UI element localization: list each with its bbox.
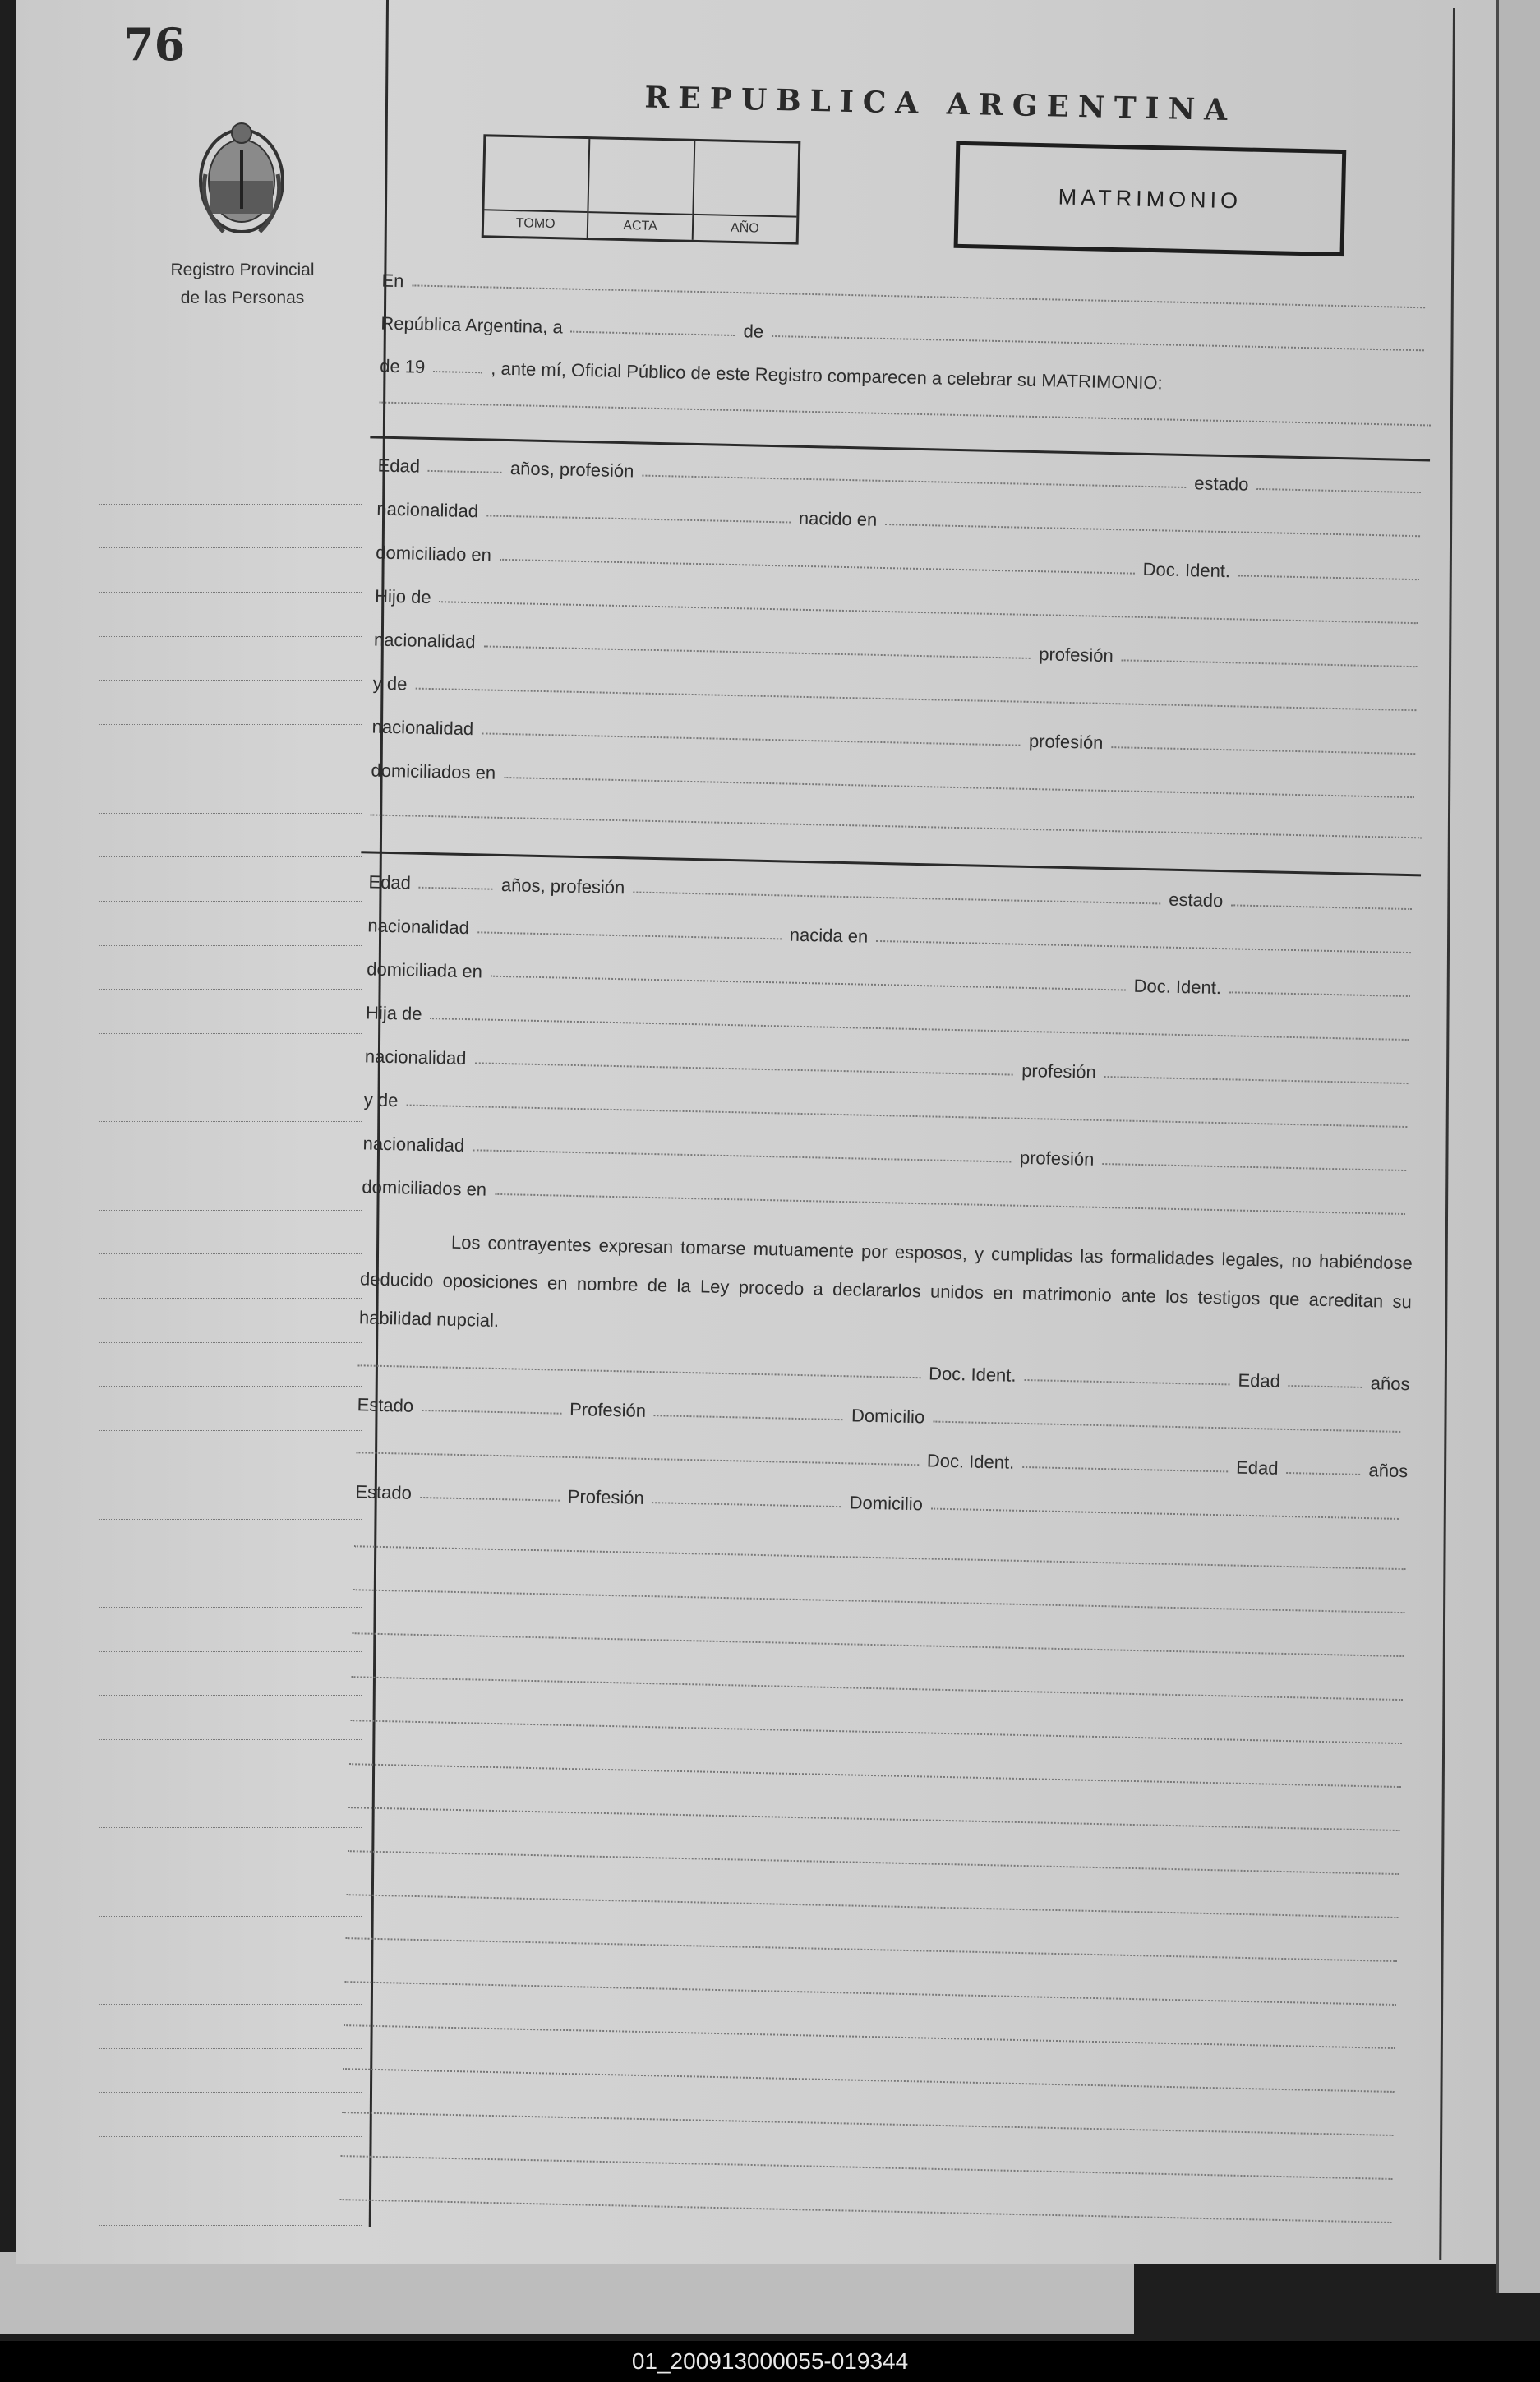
intro-blank-line[interactable] [379,402,1431,427]
bride-address-field[interactable] [491,976,1126,991]
witness1-anos-label: años [1370,1373,1410,1395]
notes-line[interactable] [345,1937,1397,1962]
bride-domiciliados-label: domiciliados en [362,1176,487,1200]
bride-nacionalidad-label: nacionalidad [367,915,470,939]
intro-en-line [381,264,1433,315]
notes-line[interactable] [347,1894,1399,1918]
page-number: 76 [123,18,186,71]
groom-mother-profesion-label: profesión [1028,730,1104,753]
bride-domiciliada-label: domiciliada en [366,958,483,982]
groom-age-field[interactable] [428,470,502,473]
notes-line[interactable] [343,2068,1395,2093]
witness2-doc-field[interactable] [1022,1466,1228,1472]
groom-domiciliados-label: domiciliados en [371,759,496,783]
coat-of-arms-seal [191,117,293,240]
bride-mother-nationality-line [362,1126,1414,1177]
witness2-name-field[interactable] [356,1452,918,1466]
month-field[interactable] [772,335,1424,351]
facing-page-edge [1496,0,1540,2293]
witness2-line [356,1431,1408,1482]
notes-line[interactable] [348,1807,1400,1831]
groom-mother-field[interactable] [415,688,1416,712]
acta-box[interactable] [588,139,695,240]
bride-yde-label: y de [363,1089,399,1111]
bride-birthplace-field[interactable] [876,940,1411,953]
declaration-text: Los contrayentes expresan tomarse mutuamente por esposos, y cumplidas las formalidades legales, no habiéndose deducido oposiciones en nombre de la Ley procedo a declararlos unidos en matrimonio ante los testigos que acreditan su habilidad nupcial. [358,1231,1413,1332]
bride-estado-label: estado [1168,889,1224,912]
intro-year-line [380,349,1432,400]
groom-mother-nationality-line [371,709,1423,760]
witness1-doc-field[interactable] [1024,1379,1229,1385]
notes-line[interactable] [353,1632,1404,1657]
bride-hija-label: Hija de [365,1002,422,1024]
notes-line[interactable] [344,2024,1395,2049]
witness2-age-field[interactable] [1286,1472,1360,1475]
bride-mother-nacionalidad-label: nacionalidad [362,1133,465,1156]
witness2-edad-label: Edad [1235,1456,1279,1479]
bride-father-field[interactable] [430,1018,1409,1041]
groom-edad-label: Edad [377,455,421,477]
acta-label: ACTA [588,211,692,240]
bride-parents-address-field[interactable] [495,1193,1405,1215]
bride-father-nationality-line [365,1039,1417,1090]
form-body [315,74,1438,2250]
groom-father-nacionalidad-label: nacionalidad [373,629,476,653]
bride-mother-profession-field[interactable] [1102,1163,1406,1171]
bride-doc-label: Doc. Ident. [1133,975,1222,999]
witness2-address-field[interactable] [931,1508,1399,1520]
en-field[interactable] [412,284,1425,308]
ano-box[interactable] [693,141,798,242]
bride-mother-nationality-field[interactable] [473,1149,1012,1162]
notes-line[interactable] [340,2199,1392,2223]
notes-line[interactable] [350,1720,1402,1744]
witness1-edad-label: Edad [1238,1369,1281,1392]
witness1-profession-field[interactable] [654,1415,843,1420]
witness1-profesion-label: Profesión [569,1398,647,1421]
groom-father-field[interactable] [439,601,1418,624]
witness2-profesion-label: Profesión [567,1485,645,1508]
witness1-estado-label: Estado [357,1394,414,1416]
record-number-boxes [482,134,801,244]
groom-mother-nationality-field[interactable] [482,732,1021,746]
groom-nacionalidad-label: nacionalidad [376,498,479,522]
witness2-anos-label: años [1368,1460,1409,1482]
groom-estado-label: estado [1194,473,1249,495]
witness2-doc-label: Doc. Ident. [926,1450,1015,1473]
bride-mother-field[interactable] [406,1104,1407,1128]
registry-name [123,256,362,312]
bride-profesion-label: años, profesión [500,874,625,898]
bride-nationality-line [367,908,1419,959]
groom-doc-label: Doc. Ident. [1142,558,1231,582]
witness1-status-field[interactable] [422,1410,561,1415]
image-id-caption: 01_200913000055-019344 [631,2348,909,2374]
groom-nationality-field[interactable] [486,515,791,523]
notes-line[interactable] [349,1763,1401,1788]
witness1-doc-label: Doc. Ident. [928,1363,1017,1386]
bride-address-line [367,952,1418,1003]
notes-line[interactable] [344,1981,1396,2006]
groom-doc-field[interactable] [1238,575,1419,580]
bride-edad-label: Edad [368,871,412,893]
bride-father-profession-field[interactable] [1104,1076,1409,1084]
notes-line[interactable] [353,1589,1405,1613]
tomo-box[interactable] [484,136,591,238]
witness2-domicilio-label: Domicilio [849,1492,924,1515]
bride-father-profesion-label: profesión [1021,1059,1096,1083]
tomo-label: TOMO [484,209,588,238]
bride-father-line [366,995,1418,1046]
groom-parents-address-field[interactable] [504,777,1414,798]
act-type-box: MATRIMONIO [954,141,1347,256]
groom-profession-field[interactable] [642,475,1186,488]
witness2-status-field[interactable] [420,1497,560,1502]
bride-nacida-label: nacida en [789,924,869,947]
country-title: REPUBLICA ARGENTINA [644,80,1237,128]
ano-label: AÑO [693,214,796,242]
groom-profesion-label: años, profesión [509,458,634,482]
groom-yde-label: y de [372,672,408,695]
notes-line[interactable] [341,2155,1393,2180]
groom-hijo-label: Hijo de [374,585,431,607]
year-field[interactable] [433,371,482,373]
bride-parents-address-line [362,1170,1413,1221]
en-label: En [381,270,404,292]
groom-address-field[interactable] [500,559,1135,575]
page-edge-shadow [0,2252,1134,2334]
groom-mother-profession-field[interactable] [1111,746,1415,755]
day-field[interactable] [571,331,735,336]
bride-status-field[interactable] [1231,904,1412,910]
de19-label: de 19 [379,355,426,377]
groom-father-nationality-field[interactable] [483,645,1031,659]
notes-line[interactable] [354,1545,1406,1570]
intro-date-line [380,307,1432,358]
bride-father-nacionalidad-label: nacionalidad [364,1046,467,1069]
bride-doc-field[interactable] [1229,991,1410,997]
groom-nationality-line [376,492,1428,543]
bride-mother-profesion-label: profesión [1019,1147,1095,1170]
groom-father-nationality-line [374,622,1426,673]
bride-profession-field[interactable] [633,891,1160,904]
groom-blank-line[interactable] [370,814,1422,838]
comparecen-text: , ante mí, Oficial Público de este Registro comparecen a celebrar su MATRIMONIO: [491,358,1163,394]
witness1-name-field[interactable] [358,1364,920,1378]
witness1-detail-line [357,1387,1409,1438]
bride-father-nationality-field[interactable] [474,1062,1013,1075]
bride-mother-line [363,1083,1415,1133]
witness2-detail-line [355,1475,1407,1526]
groom-mother-nacionalidad-label: nacionalidad [371,716,474,740]
groom-domiciliado-label: domiciliado en [376,542,492,565]
groom-father-profesion-label: profesión [1039,644,1114,667]
registry-line-1: Registro Provincial [170,261,315,279]
groom-address-line [376,536,1427,587]
witness2-profession-field[interactable] [652,1502,841,1507]
groom-birthplace-field[interactable] [885,524,1420,537]
groom-father-line [375,579,1427,630]
groom-status-field[interactable] [1256,488,1421,493]
bride-nationality-field[interactable] [477,931,782,939]
groom-parents-address-line [371,753,1422,804]
witness1-address-field[interactable] [933,1421,1400,1433]
groom-mother-line [373,666,1425,717]
notes-line[interactable] [348,1850,1399,1875]
witness1-domicilio-label: Domicilio [851,1405,925,1428]
notes-line[interactable] [342,2112,1394,2136]
groom-nacido-label: nacido en [798,507,878,530]
notes-line[interactable] [351,1676,1403,1701]
groom-father-profession-field[interactable] [1122,659,1418,667]
de-label: de [743,321,764,342]
witness1-age-field[interactable] [1289,1385,1362,1388]
bride-age-field[interactable] [419,887,493,890]
registry-line-2: de las Personas [180,289,305,307]
witness2-estado-label: Estado [355,1481,413,1503]
republica-label: República Argentina, a [380,312,563,338]
